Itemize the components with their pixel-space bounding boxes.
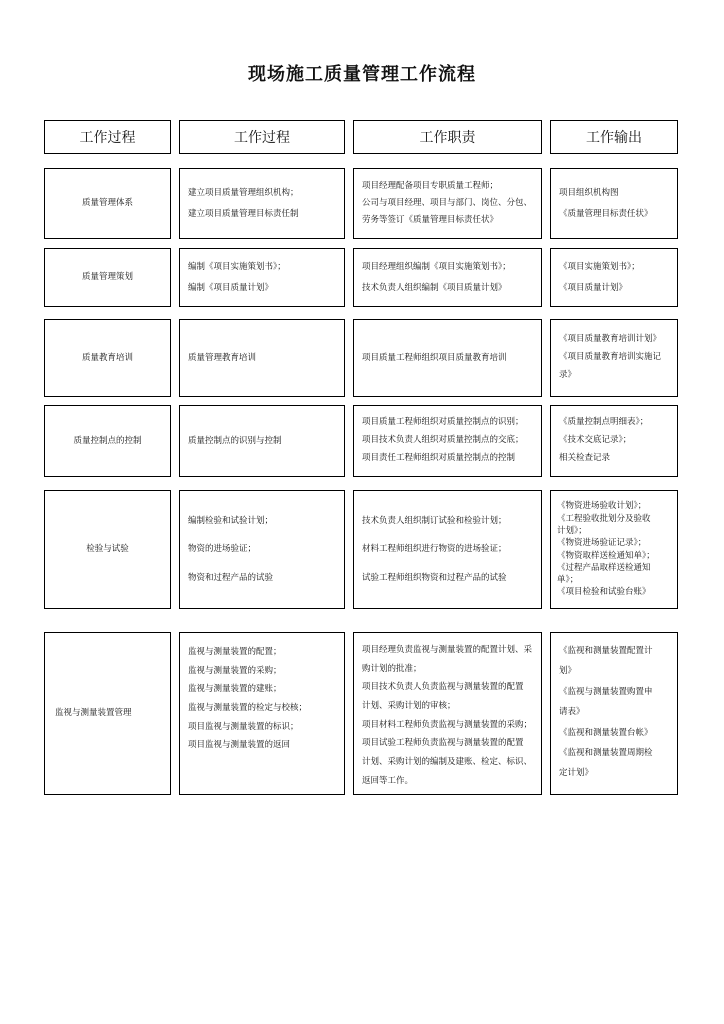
output-cell xyxy=(550,405,678,477)
header-output xyxy=(550,120,678,154)
header-stage xyxy=(44,120,171,154)
stage-label: 质量管理策划 xyxy=(81,272,133,283)
duty-line: 项目技术负责人负责监视与测量装置的配置 xyxy=(362,682,524,693)
duty-line: 计划、采购计划的审核； xyxy=(362,701,456,712)
output-line: 《物资进场验收计划》； xyxy=(557,501,647,512)
duty-line: 购计划的批准； xyxy=(362,663,422,674)
duty-line: 试验工程师组织物资和过程产品的试验 xyxy=(362,572,507,583)
process-line: 监视与测量装置的检定与校核； xyxy=(188,703,308,714)
output-line: 项目组织机构图 xyxy=(559,187,619,198)
output-cell xyxy=(550,248,678,307)
process-line: 质量管理教育培训 xyxy=(188,352,257,363)
output-line: 相关检查记录 xyxy=(559,452,611,463)
header-label: 工作输出 xyxy=(586,130,642,146)
duty-cell xyxy=(353,405,542,477)
process-line: 项目监视与测量装置的标识； xyxy=(188,721,299,732)
output-line: 《监视与测量装置购置申 xyxy=(559,686,653,697)
process-cell xyxy=(179,490,345,609)
stage-label: 质量教育培训 xyxy=(81,352,133,363)
duty-line: 项目责任工程师组织对质量控制点的控制 xyxy=(362,452,516,463)
stage-cell xyxy=(44,248,171,307)
process-line: 编制检验和试验计划； xyxy=(188,515,274,526)
output-line: 定计划》 xyxy=(559,768,594,779)
stage-cell xyxy=(44,405,171,477)
output-line: 《项目质量计划》 xyxy=(559,282,628,293)
output-line: 《物资进场验证记录》； xyxy=(557,538,647,549)
process-line: 监视与测量装置的采购； xyxy=(188,665,282,676)
duty-line: 项目质量工程师组织对质量控制点的识别； xyxy=(362,417,524,428)
process-cell xyxy=(179,168,345,239)
process-cell xyxy=(179,319,345,397)
output-line: 《监视和测量装置配置计 xyxy=(559,646,653,656)
process-line: 项目监视与测量装置的返回 xyxy=(188,740,291,751)
header-process xyxy=(179,120,345,154)
duty-line: 材料工程师组织进行物资的进场验证； xyxy=(362,544,507,555)
process-line: 监视与测量装置的建账； xyxy=(188,684,282,695)
output-line: 《项目质量教育培训计划》 xyxy=(559,334,662,345)
stage-label: 检验与试验 xyxy=(86,544,129,555)
output-line: 单》； xyxy=(557,575,579,586)
header-label: 工作过程 xyxy=(234,130,290,146)
output-line: 划》 xyxy=(559,666,577,677)
output-line: 《项目检验和试验台账》 xyxy=(557,587,651,598)
output-cell xyxy=(550,490,678,609)
duty-line: 劳务等签订《质量管理目标责任状》 xyxy=(362,215,499,225)
header-label: 工作职责 xyxy=(419,130,476,146)
stage-cell xyxy=(44,319,171,397)
duty-line: 项目质量工程师组织项目质量教育培训 xyxy=(362,352,507,363)
duty-line: 项目材料工程师负责监视与测量装置的采购； xyxy=(362,719,533,730)
stage-label: 质量控制点的控制 xyxy=(73,435,142,446)
duty-cell xyxy=(353,319,542,397)
output-line: 请表》 xyxy=(559,707,585,718)
output-line: 《监视和测量装置台帐》 xyxy=(559,727,653,738)
output-line: 计划》； xyxy=(557,525,587,536)
duty-cell xyxy=(353,168,542,239)
process-line: 物资和过程产品的试验 xyxy=(188,572,274,583)
page-title: 现场施工质量管理工作流程 xyxy=(248,64,476,85)
stage-cell xyxy=(44,168,171,239)
duty-cell xyxy=(353,248,542,307)
duty-line: 项目经理负责监视与测量装置的配置计划、采 xyxy=(362,645,533,655)
duty-line: 项目经理配备项目专职质量工程师； xyxy=(362,181,499,191)
output-line: 《质量管理目标责任状》 xyxy=(559,208,653,219)
output-cell xyxy=(550,632,678,795)
process-line: 建立项目质量管理目标责任制 xyxy=(188,208,299,219)
duty-line: 公司与项目经理、项目与部门、岗位、分包、 xyxy=(362,198,533,208)
process-cell xyxy=(179,632,345,795)
duty-line: 项目试验工程师负责监视与测量装置的配置 xyxy=(362,738,524,749)
process-line: 建立项目质量管理组织机构； xyxy=(188,187,299,198)
process-line: 物资的进场验证； xyxy=(188,544,257,555)
header-duty xyxy=(353,120,542,154)
process-cell xyxy=(179,248,345,307)
output-line: 《监视和测量装置周期检 xyxy=(559,747,653,758)
process-line: 编制《项目质量计划》 xyxy=(188,282,274,293)
output-line: 《物资取样送检通知单》； xyxy=(557,550,655,561)
stage-label: 监视与测量装置管理 xyxy=(55,708,132,719)
process-line: 监视与测量装置的配置； xyxy=(188,647,282,657)
duty-cell xyxy=(353,632,542,795)
stage-cell xyxy=(44,490,171,609)
output-line: 《过程产品取样送检通知 xyxy=(557,562,651,573)
header-label: 工作过程 xyxy=(79,130,136,146)
duty-line: 项目技术负责人组织对质量控制点的交底； xyxy=(362,435,524,446)
stage-label: 质量管理体系 xyxy=(81,198,133,209)
output-cell xyxy=(550,168,678,239)
output-line: 《质量控制点明细表》； xyxy=(559,417,649,428)
duty-line: 技术负责人组织编制《项目质量计划》 xyxy=(362,282,507,293)
process-cell xyxy=(179,405,345,477)
output-line: 《项目实施策划书》； xyxy=(559,261,640,272)
process-line: 质量控制点的识别与控制 xyxy=(188,435,282,446)
duty-line: 返回等工作。 xyxy=(362,775,414,786)
stage-cell xyxy=(44,632,171,795)
output-line: 《技术交底记录》； xyxy=(559,435,632,446)
process-line: 编制《项目实施策划书》； xyxy=(188,261,286,272)
duty-line: 技术负责人组织制订试验和检验计划； xyxy=(362,515,507,526)
duty-line: 计划、采购计划的编制及建账、检定、标识、 xyxy=(362,757,533,768)
duty-cell xyxy=(353,490,542,609)
duty-line: 项目经理组织编制《项目实施策划书》； xyxy=(362,261,511,272)
output-line: 《工程验收批划分及验收 xyxy=(557,513,651,524)
output-line: 《项目质量教育培训实施记 xyxy=(559,352,662,363)
output-cell xyxy=(550,319,678,397)
output-line: 录》 xyxy=(559,369,577,380)
